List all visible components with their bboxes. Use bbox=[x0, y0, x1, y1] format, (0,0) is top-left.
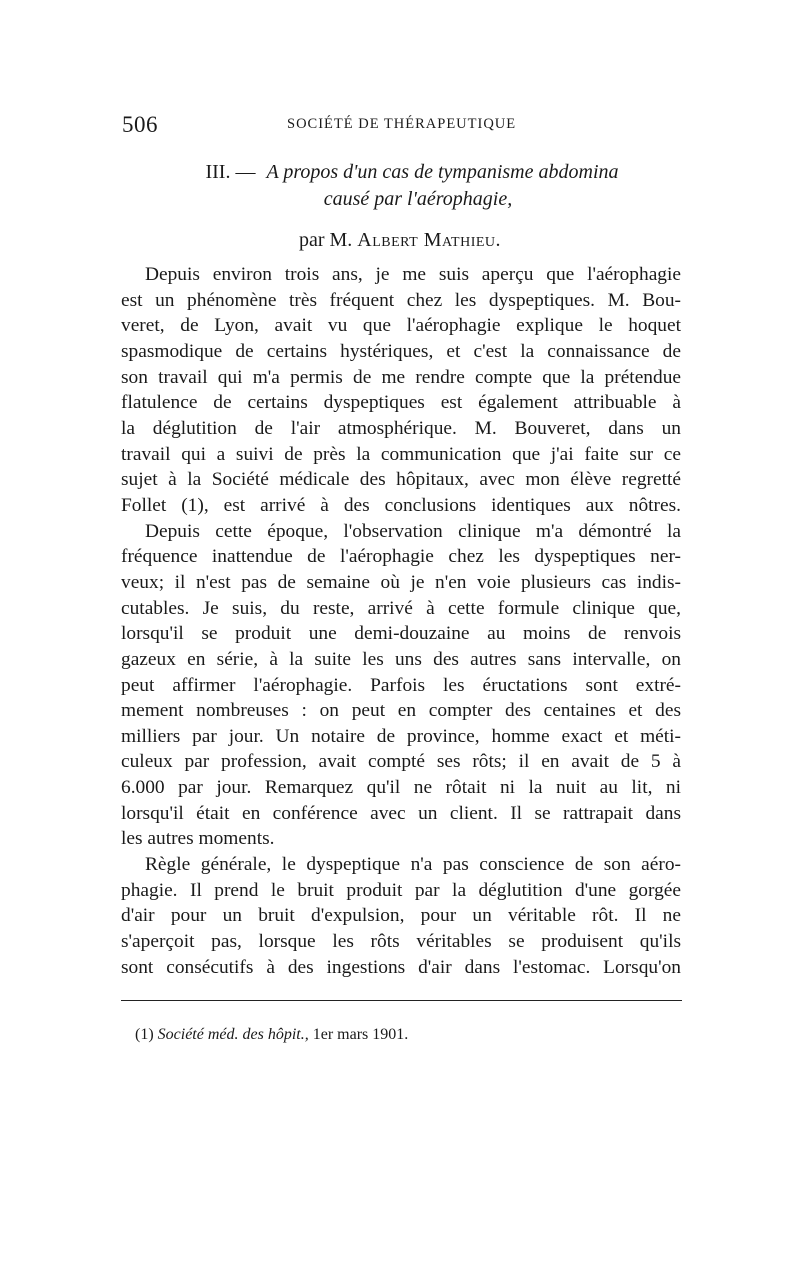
text-line: Follet (1), est arrivé à des conclusions identiques aux nôtres. bbox=[121, 494, 681, 516]
footnote bbox=[135, 1026, 408, 1044]
text-line: Depuis environ trois ans, je me suis aperçu que l'aérophagie bbox=[145, 264, 681, 285]
text-line: peut affirmer l'aérophagie. Parfois les éructations sont extré- bbox=[121, 674, 681, 696]
text-line: gazeux en série, à la suite les uns des autres sans intervalle, on bbox=[121, 648, 681, 670]
text-line: milliers par jour. Un notaire de province, homme exact et méti- bbox=[121, 725, 681, 747]
text-line: les autres moments. bbox=[121, 828, 275, 850]
text-line: la déglutition de l'air atmosphérique. M. Bouveret, dans un bbox=[121, 417, 681, 439]
text-line: sujet à la Société médicale des hôpitaux, avec mon élève regretté bbox=[121, 469, 681, 491]
text-line: spasmodique de certains hystériques, et c'est la connaissance de bbox=[121, 340, 681, 362]
text-line: son travail qui m'a permis de me rendre compte que la prétendue bbox=[121, 366, 681, 388]
title-text-1: A propos d'un cas de tympanisme abdomina bbox=[266, 161, 619, 183]
text-line: mement nombreuses : on peut en compter des centaines et des bbox=[121, 700, 681, 722]
text-line: flatulence de certains dyspeptiques est également attribuable à bbox=[121, 392, 681, 414]
text-line: s'aperçoit pas, lorsque les rôts véritables se produisent qu'ils bbox=[121, 931, 681, 953]
text-line: est un phénomène très fréquent chez les dyspeptiques. M. Bou- bbox=[121, 289, 681, 311]
text-line: cutables. Je suis, du reste, arrivé à cette formule clinique que, bbox=[121, 597, 681, 619]
page-header bbox=[122, 112, 682, 142]
text-line: phagie. Il prend le bruit produit par la déglutition d'une gorgée bbox=[121, 879, 681, 901]
text-line: culeux par profession, avait compté ses rôts; il en avait de 5 à bbox=[121, 751, 681, 773]
text-line: fréquence inattendue de l'aérophagie chez les dyspeptiques ner- bbox=[121, 546, 681, 568]
text-line: lorsqu'il était en conférence avec un client. Il se rattrapait dans bbox=[121, 802, 681, 824]
text-line: Règle générale, le dyspeptique n'a pas conscience de son aéro- bbox=[145, 854, 681, 876]
footnote-divider bbox=[121, 1000, 682, 1001]
author-prefix: par M. bbox=[298, 229, 353, 251]
author-name: Albert Mathieu. bbox=[357, 229, 502, 251]
text-line: veux; il n'est pas de semaine où je n'en voie plusieurs cas indis- bbox=[121, 571, 681, 593]
text-line: lorsqu'il se produit une demi-douzaine au moins de renvois bbox=[121, 623, 681, 645]
author-line bbox=[0, 229, 800, 252]
text-line: travail qui a suivi de près la communication que j'ai faite sur ce bbox=[121, 443, 681, 465]
text-line: Depuis cette époque, l'observation clinique m'a démontré la bbox=[145, 520, 681, 542]
text-line: sont consécutifs à des ingestions d'air dans l'estomac. Lorsqu'on bbox=[121, 956, 681, 978]
section-number: III. — bbox=[205, 161, 256, 183]
body-text bbox=[121, 262, 681, 980]
article-title-line-1 bbox=[12, 161, 800, 184]
article-title-line-2: causé par l'aérophagie, bbox=[323, 188, 513, 210]
footnote-source: Société méd. des hôpit., bbox=[157, 1026, 309, 1043]
page-number: 506 bbox=[122, 112, 158, 137]
text-line: d'air pour un bruit d'expulsion, pour un véritable rôt. Il ne bbox=[121, 905, 681, 927]
text-line: 6.000 par jour. Remarquez qu'il ne rôtait ni la nuit au lit, ni bbox=[121, 777, 681, 799]
footnote-date: 1er mars 1901. bbox=[312, 1026, 409, 1043]
footnote-marker: (1) bbox=[135, 1026, 154, 1043]
running-head: SOCIÉTÉ DE THÉRAPEUTIQUE bbox=[287, 116, 517, 132]
text-line: veret, de Lyon, avait vu que l'aérophagie explique le hoquet bbox=[121, 315, 681, 337]
